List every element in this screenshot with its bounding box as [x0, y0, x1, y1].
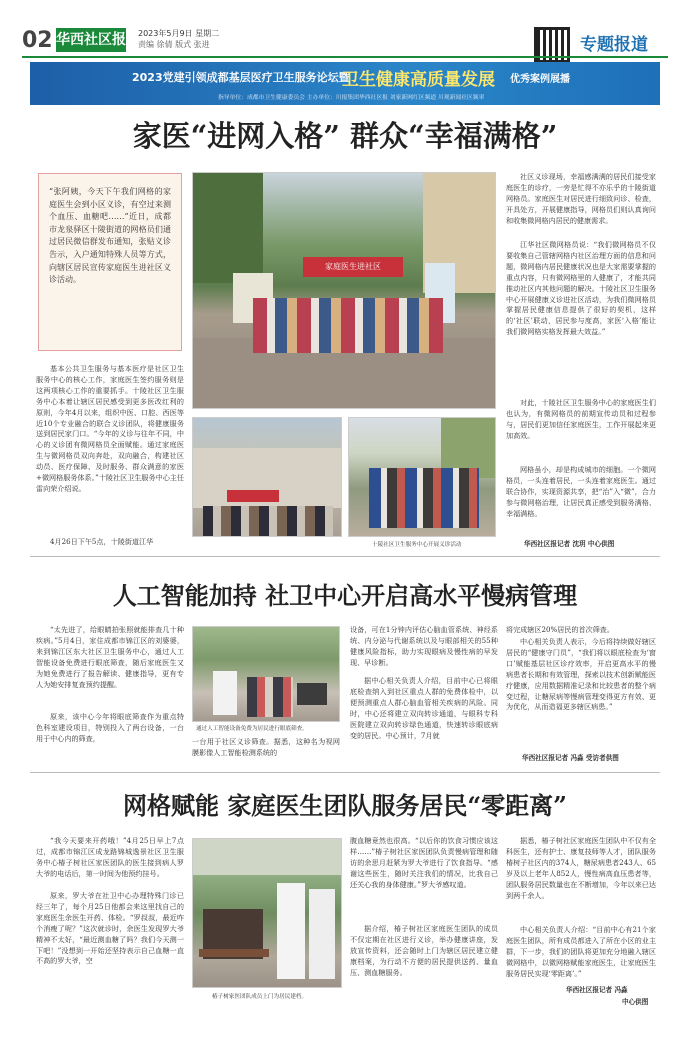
article1-col4b-text: 江华社区微网格员说：“我们微网格员不仅要收集自己管辖网格内社区治理方面的信息和问题，微网格内居民健康状况也是大家需要掌握的重点内容，只有微网格里的人健康了，才能共同推动社区内其他问题的解决。十陵社区卫生服务中心开展健康义诊进社区活动，为我们微网格员掌握居民健康信息提供了很好的契机，这样的‘社区’联动，居民参与度高，家医‘入格’能让我们微网格实格发挥最大效益。”	[506, 240, 656, 337]
article1-col1	[36, 364, 184, 536]
article2-col1	[36, 625, 184, 711]
article3-col1	[36, 836, 184, 890]
banner-main-text: 卫生健康高质量发展	[342, 70, 495, 90]
article1-col1-text: 基本公共卫生服务与基本医疗是社区卫生服务中心的核心工作，家庭医生签约服务则是这两项核心工作的重要抓手。十陵社区卫生服务中心本着让辖区居民感受到更多医改红利的原则，今年4月以来，组织中医、口腔、西医等近10个专业融合的联合义诊团队，将健康服务送到居民家门口。“今年的义诊与往年不同，中心的义诊团有微网格员全面赋能。通过家庭医生与微网格员双向奔赴，双向融合，构建社区动员、医疗保障、及时服务、群众满意的家医+微网格服务体系。”十陵社区卫生服务中心主任雷向荣介绍说。	[36, 364, 184, 493]
article3-col4b	[506, 925, 656, 981]
section-title: 专题报道	[580, 35, 648, 55]
article2-col4b	[506, 637, 656, 747]
event-banner-sign	[227, 490, 279, 502]
article2-col3b	[350, 676, 498, 760]
banner-left-text: 2023党建引领成都基层医疗卫生服务论坛暨	[132, 71, 350, 84]
article3-col1-text: “我今天要来开药哦！”4月25日早上7点过，成都市锦江区成龙路锦城逸景社区卫生服务中心椿子树社区家医团队的医生接到病人罗大爷的电话后，第一时间为他预约挂号。	[36, 836, 184, 878]
header-divider	[22, 56, 668, 58]
article2-photo	[192, 626, 340, 722]
article3-col4-text: 据悉，椿子树社区家庭医生团队中不仅有全科医生，还有护士、康复技师等人才，团队服务椿树子社区内的374人，糖尿病患者243人、65岁及以上老年人852人，慢性病高血压患者等，团队服务居民数量也在不断增加，今年以来已达到两千余人。	[506, 836, 656, 900]
article1-quote: “张阿姨，今天下午我们网格的家庭医生会到小区义诊，有空过来测个血压、血糖吧……”近日，成都市龙泉驿区十陵街道的网格员们通过居民微信群发布通知，张贴义诊告示，入户通知特殊人员等方式，向辖区居民宣传家庭医生进社区义诊活动。	[38, 173, 182, 351]
article3-col3b-text: 据介绍，椿子树社区家庭医生团队的成员不仅定期在社区进行义诊，举办健康讲座，发放宣传资料，还会随时上门为辖区居民建立健康档案，为行动不方便的居民提供送药、量血压、测血糖服务。	[350, 924, 498, 977]
article1-col4c-text: 对此，十陵社区卫生服务中心的家庭医生们也认为，有微网格员的前期宣传动员和过程参与，居民们更加信任家庭医生，工作开展起来更加高效。	[506, 398, 656, 440]
article1-col4	[506, 172, 656, 238]
article2-col4-text: 将完成辖区20%居民的首次筛查。	[506, 625, 614, 634]
article1-photo-right	[348, 417, 496, 537]
tree-shape	[193, 173, 263, 283]
article2-col3-text: 设备，可在1分钟内评估心脑血管系统、神经系统、内分泌与代谢系统以及与眼部相关的55种健康风险指标，助力实现眼病及慢性病的早发现、早诊断。	[350, 625, 498, 667]
article1-col1b-text: 4月26日下午5点，十陵街道江华	[50, 537, 154, 546]
article1-col1b	[36, 537, 184, 549]
event-banner-sign: 家庭医生进社区	[303, 257, 403, 277]
doctor-figure	[277, 883, 305, 979]
article1-col4d	[506, 465, 656, 531]
article3-col3	[350, 836, 498, 922]
campaign-banner	[30, 62, 660, 105]
crowd-shape	[369, 468, 479, 528]
article2-col2-text: 一台用于社区义诊筛查。据悉，这种名为视网膜影像人工智能检测系统的	[192, 737, 340, 757]
bench-shape	[199, 949, 269, 957]
paper-name: 华西社区报	[56, 28, 126, 52]
article1-main-photo	[192, 172, 496, 409]
crowd-shape	[247, 677, 293, 717]
article2-col4b-text: 中心相关负责人表示，今后将持续做好辖区居民的“健康守门员”，“我们将以眼底检查为‘窗口’赋能基层社区诊疗效率，开启更高水平的慢病患者长期和有效管理，探索以技术创新赋能医疗健康，应用数据精准记录和比较患者的整个病变过程，让糖尿病等慢病管理变得更方有效、更为优化，从而造福更多辖区病患。”	[506, 637, 656, 712]
page-number: 02	[22, 28, 53, 53]
article2-col3b-text: 据中心相关负责人介绍，目前中心已将眼底检查纳入到社区重点人群的免费体检中，以便预测重点人群心脑血管相关疾病的风险。同时，中心还将建立双向转诊通道，与眼科专科医院建立双向转诊绿色通道，快速转诊眼底病变的居民。中心预计，7月就	[350, 676, 498, 740]
article1-col4d-text: 网格虽小，却是构成城市的细胞。一个微网格员，一头连着居民，一头连着家庭医生。通过联合协作，实现资源共享，把“治”入“微”，合力参与微网格治理，让居民真正感受到服务满格、幸福满格。	[506, 465, 656, 518]
article1-photo-left	[192, 417, 342, 537]
article2-col1b-text: 原来，该中心今年将眼底筛查作为重点特色科室建设项目，特别投入了两台设备，一台用于中心内的筛查，	[36, 712, 184, 743]
article2-col2	[192, 737, 340, 759]
article2-caption: 通过人工智能设备免费为居民进行眼底筛查。	[196, 726, 308, 732]
editor-line: 责编 徐倩 版式 张进	[138, 40, 210, 49]
article1-title: 家医“进网入格” 群众“幸福满格”	[132, 119, 558, 153]
article2-col1b	[36, 712, 184, 756]
article3-col1b	[36, 891, 184, 1003]
article3-byline2: 中心供图	[622, 998, 649, 1006]
article2-col1-text: “太先进了，给眼睛拍张照就能排查几十种疾病。”5月4日，家住成都市锦江区的刘婆婆，来到锦江区东大社区卫生服务中心，通过人工智能设备免费进行眼底筛查，随后家庭医生又为她免费进行了报告解读、健康指导，更有专人为她安排复查预约提醒。	[36, 625, 184, 689]
issue-info	[138, 28, 219, 50]
doctor-figure	[309, 889, 335, 979]
article3-byline1: 华西社区报记者 冯淼	[566, 986, 628, 994]
banner-right-text: 优秀案例展播	[510, 74, 570, 85]
crowd-shape	[203, 506, 333, 537]
banner-guide-text: 指导单位：成都市卫生健康委员会 主办单位：川报集团华西社区报 刘家新网红区频道 川观新闻社区频率	[218, 95, 485, 101]
article2-col4	[506, 625, 656, 637]
device-shape	[297, 683, 327, 705]
article1-col4-text: 社区义诊现场，幸福感满满的居民们接受家庭医生的诊疗，一旁是忙得不亦乐乎的十陵街道网格员。家庭医生对居民进行细致问诊、检查，开具处方，开展健康指导，网格员们则认真询问和收集微网格内居民的健康需求。	[506, 172, 656, 225]
article1-col4b	[506, 240, 656, 396]
article3-col4b-text: 中心相关负责人介绍：“目前中心有21个家庭医生团队，所有成员都进入了所在小区的业主群，下一步，我们的团队将更加充分地融入辖区微网格中，以微网格赋能家庭医生，让家庭医生服务居民实现‘零距离’。”	[506, 925, 656, 978]
article2-byline: 华西社区报记者 冯淼 受访者供图	[522, 754, 619, 762]
article1-caption: 十陵社区卫生服务中心开展义诊活动	[372, 542, 462, 548]
article2-col3	[350, 625, 498, 675]
article3-col3-text: 腹血糖竟然也很高。“以后你的饮食习惯应该这样……”椿子树社区家医团队负责慢病管理和随访的余思月赶紧为罗大爷进行了饮食指导。“感谢这些医生，随时关注我们的情况，比我自己还关心我的身体健康。”罗大爷感叹道。	[350, 836, 498, 889]
article3-photo	[192, 838, 342, 988]
crowd-shape	[253, 298, 443, 353]
article3-title: 网格赋能 家庭医生团队服务居民“零距离”	[123, 791, 567, 820]
article2-title: 人工智能加持 社卫中心开启高水平慢病管理	[112, 581, 578, 610]
article3-col1b-text: 原来，罗大爷在社卫中心办理特殊门诊已经三年了，每个月25日他都会来这里找自己的家庭医生余医生开药、体检。“罗叔叔，最近咋个消瘦了呢？”这次就诊时，余医生发现罗大爷精神不太好，“最近测血糖了吗？我们今天测一下吧！”没想到一开始还坚持表示自己血糖一直不高的罗大爷，空	[36, 891, 184, 966]
issue-date: 2023年5月9日 星期二	[138, 29, 220, 38]
section-divider	[30, 772, 660, 773]
article1-col4c	[506, 398, 656, 464]
building-shape	[193, 839, 342, 875]
article3-caption: 椿子树家医团队成员上门为居民建档。	[212, 994, 308, 1000]
section-divider	[30, 556, 660, 557]
article3-col4	[506, 836, 656, 924]
article1-byline: 华西社区报记者 沈玥 中心供图	[524, 540, 615, 548]
doctor-figure	[213, 671, 237, 715]
article3-col3b	[350, 924, 498, 1002]
